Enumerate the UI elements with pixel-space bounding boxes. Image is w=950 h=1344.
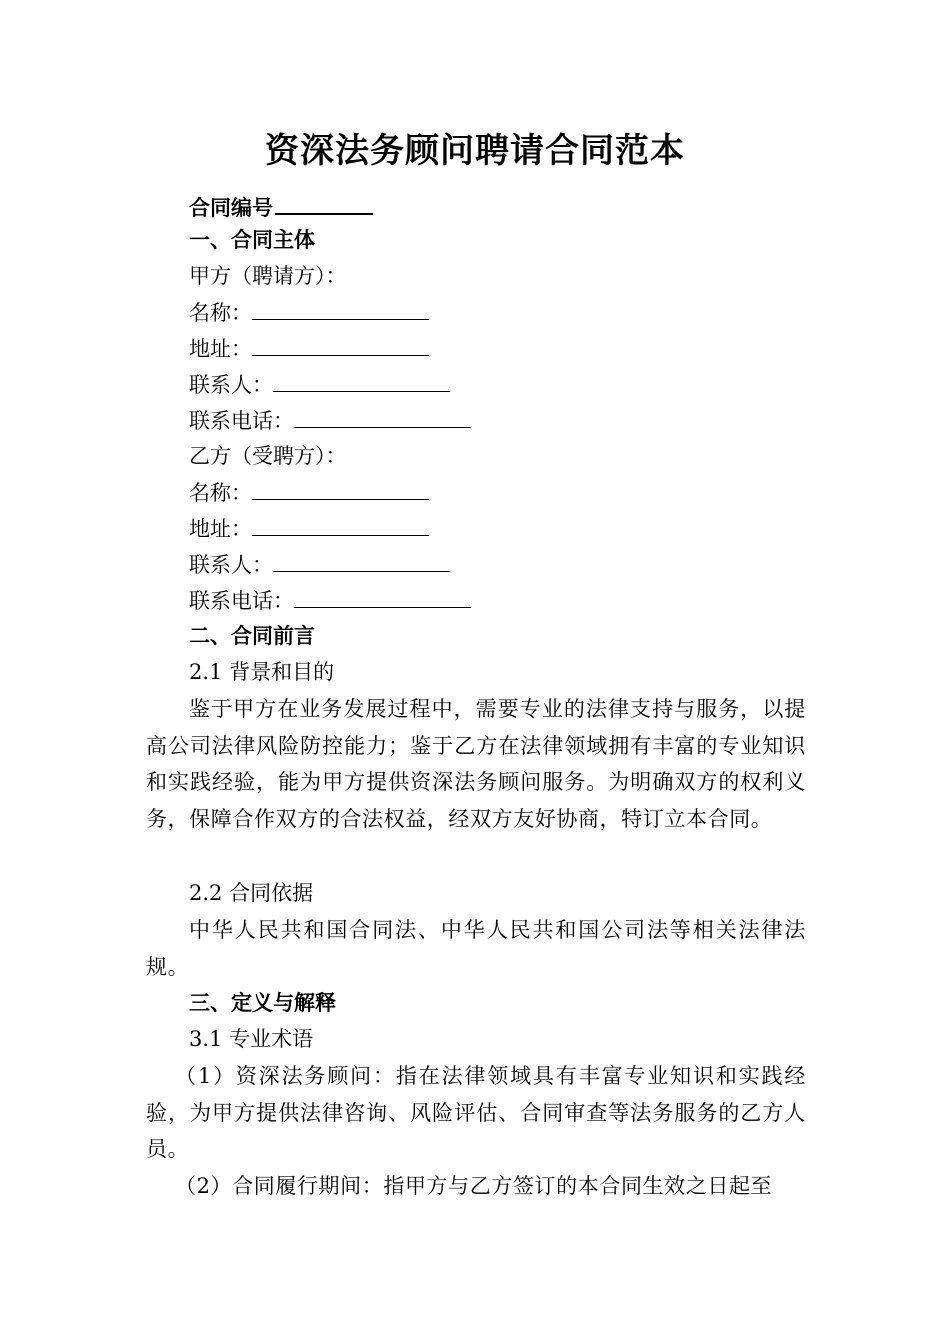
- party-a-contact-line: [189, 369, 450, 400]
- section-2-2-title: 2.2 合同依据: [189, 881, 314, 905]
- field-label: 联系电话：: [189, 409, 294, 433]
- party-b-phone-line: [189, 585, 471, 616]
- field-label: 联系人：: [189, 553, 273, 577]
- party-a-name-blank: [252, 297, 429, 320]
- party-b-label: 乙方（受聘方）：: [189, 444, 347, 468]
- field-label: 名称：: [189, 481, 252, 505]
- contract-number-label: 合同编号: [189, 195, 273, 220]
- field-label: 名称：: [189, 301, 252, 325]
- party-b-phone-blank: [294, 585, 471, 608]
- section-3-heading: 三、定义与解释: [189, 990, 336, 1015]
- party-b-name-line: [189, 477, 429, 508]
- party-b-contact-line: [189, 549, 450, 580]
- section-2-heading: 二、合同前言: [189, 623, 315, 648]
- field-label: 地址：: [189, 337, 252, 361]
- party-a-address-line: [189, 333, 429, 364]
- section-2-1-paragraph: 鉴于甲方在业务发展过程中，需要专业的法律支持与服务，以提高公司法律风险防控能力；鉴于乙方在法律领域拥有丰富的专业知识和实践经验，能为甲方提供资深法务顾问服务。为明确双方的权利义务，保障合作双方的合法权益，经双方友好协商，特订立本合同。: [146, 697, 806, 831]
- contract-number-line: [189, 189, 373, 223]
- party-a-phone-line: [189, 405, 471, 436]
- party-a-label: 甲方（聘请方）：: [189, 264, 347, 288]
- party-a-address-blank: [252, 333, 429, 356]
- document-title: 资深法务顾问聘请合同范本: [265, 131, 685, 171]
- section-2-2-paragraph: 中华人民共和国合同法、中华人民共和国公司法等相关法律法规。: [146, 918, 806, 979]
- section-3-1-title: 3.1 专业术语: [189, 1027, 314, 1051]
- party-b-name-blank: [252, 477, 429, 500]
- term-1-paragraph: （1）资深法务顾问：指在法律领域具有丰富专业知识和实践经验，为甲方提供法律咨询、风险评估、合同审查等法务服务的乙方人员。: [146, 1064, 806, 1161]
- party-a-name-line: [189, 297, 429, 328]
- section-1-heading: 一、合同主体: [189, 227, 315, 252]
- field-label: 地址：: [189, 517, 252, 541]
- party-a-phone-blank: [294, 405, 471, 428]
- party-b-contact-blank: [273, 549, 450, 572]
- field-label: 联系电话：: [189, 589, 294, 613]
- field-label: 联系人：: [189, 373, 273, 397]
- party-a-contact-blank: [273, 369, 450, 392]
- term-2-paragraph: （2）合同履行期间：指甲方与乙方签订的本合同生效之日起至: [175, 1174, 773, 1198]
- party-b-address-blank: [252, 513, 429, 536]
- party-b-address-line: [189, 513, 429, 544]
- contract-number-blank: [275, 189, 373, 215]
- section-2-1-title: 2.1 背景和目的: [189, 660, 335, 684]
